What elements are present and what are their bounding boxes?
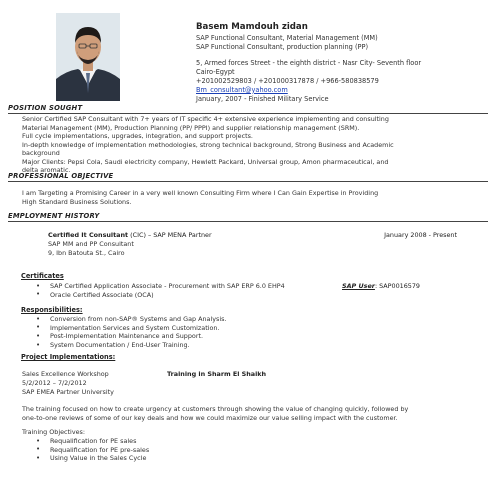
address-line: 5, Armed forces Street - the eighth district - Nasr City- Seventh floor [196,58,422,67]
list-item: • Requalification for PE pre-sales [36,446,149,455]
projects-heading: Project Implementations: [21,353,116,361]
sap-user-value: : SAP0016579 [374,282,420,290]
email-link[interactable]: Bm_consultant@yahoo.com [196,85,288,94]
body-line: background [22,149,60,158]
training-dates: 5/2/2012 – 7/2/2012 [22,379,87,387]
employment-entry [48,231,468,239]
body-line: Material Management (MM), Production Planning (PP/ PPPI) and supplier relationship management (SRM). [22,123,360,132]
training-partner: SAP EMEA Partner University [22,388,114,396]
certificates-heading: Certificates [21,272,64,280]
employment-heading: EMPLOYMENT HISTORY [8,212,488,222]
person-portrait-image [56,13,120,101]
candidate-name: Basem Mamdouh zidan [196,22,308,32]
list-item: • SAP Certified Application Associate - Procurement with SAP ERP 6.0 EHP4 [36,282,285,291]
body-line: High Standard Business Solutions. [22,197,132,206]
list-item: • Conversion from non-SAP® Systems and Gap Analysis. [36,315,226,324]
responsibilities-list [36,315,226,350]
training-objectives-list [36,437,149,463]
list-item: • Using Value in the Sales Cycle [36,454,149,463]
profile-photo [56,13,120,101]
contact-header [196,22,486,104]
training-location: Training in Sharm El Shaikh [167,370,267,378]
military-status: January, 2007 - Finished Military Service [196,94,329,103]
list-item: • Implementation Services and System Customization. [36,324,226,333]
list-item: • Oracle Certified Associate (OCA) [36,291,285,300]
job-role: SAP MM and PP Consultant [48,240,134,248]
position-sought-body [22,115,486,175]
body-line: Full cycle implementations, upgrades, integration, and support projects. [22,132,253,141]
employment-date: January 2008 - Present [384,231,457,239]
training-description [22,405,484,422]
body-line: In-depth knowledge of implementation methodologies, strong technical background, Strong Business and Academic [22,140,394,149]
title-line: SAP Functional Consultant, Material Management (MM) [196,34,378,43]
body-line: The training focused on how to create urgency at customers through showing the value of changing quickly, followed by [22,405,409,413]
sap-user-id [342,282,420,290]
body-line: Senior Certified SAP Consultant with 7+ years of IT specific 4+ extensive experience implementing and consulting [22,115,389,123]
company-address: 9, Ibn Batouta St., Cairo [48,249,125,257]
body-line: Major Clients: Pepsi Cola, Saudi electricity company, Hewlett Packard, Universal group, Amon pharmaceutical, and [22,157,389,166]
training-objectives-heading: Training Objectives: [22,428,86,436]
sap-user-label: SAP User [342,282,375,290]
certificates-list [36,282,285,299]
objective-heading: PROFESSIONAL OBJECTIVE [8,172,488,182]
company-detail: (CIC) – SAP MENA Partner [128,231,212,239]
city-line: Cairo-Egypt [196,67,235,76]
company-name: Certified It Consultant [48,231,129,239]
list-item: • Post-Implementation Maintenance and Support. [36,332,226,341]
list-item: • System Documentation / End-User Training. [36,341,226,350]
body-line: one-to-one reviews of some of our key deals and how we could maximize our value selling impact with the customer. [22,413,398,422]
responsibilities-heading: Responsibilities: [21,306,83,314]
workshop-name: Sales Excellence Workshop [22,370,109,378]
body-line: I am Targeting a Promising Career in a very well known Consulting Firm where I Can Gain Expertise in Providing [22,189,379,197]
title-line: SAP Functional Consultant, production planning (PP) [196,43,369,52]
objective-body [22,189,486,206]
body-line: delta aromatic. [22,166,71,175]
position-sought-heading: POSITION SOUGHT [8,104,488,114]
phone-numbers: +201002529803 / +201000317878 / +966-580838579 [196,76,379,85]
list-item: • Requalification for PE sales [36,437,149,446]
